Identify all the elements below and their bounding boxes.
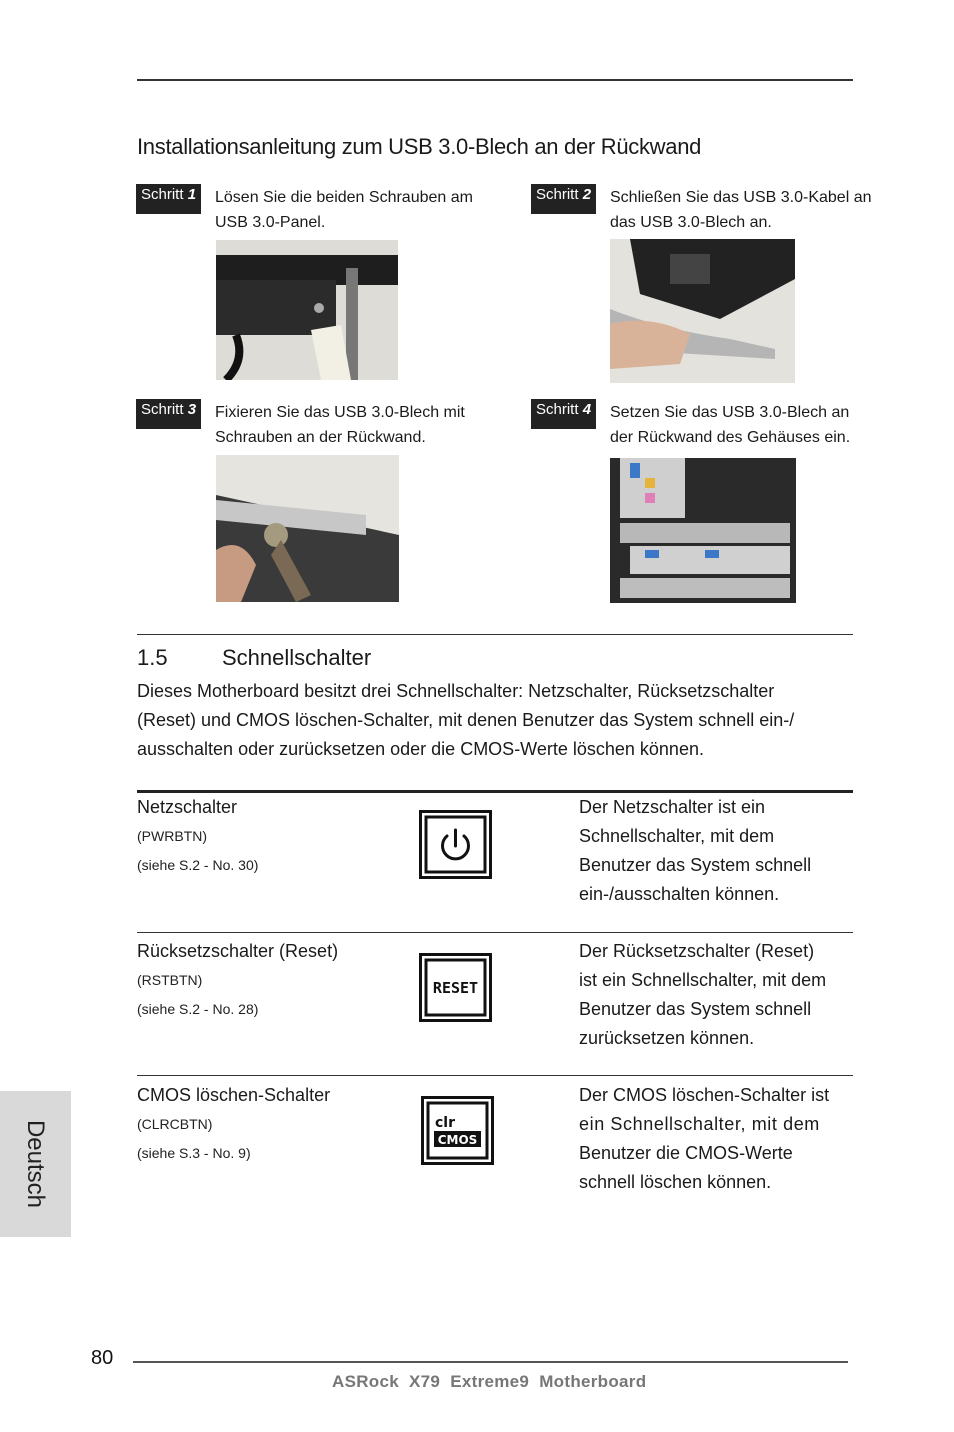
switch-name: Rücksetzschalter (Reset) (137, 941, 339, 961)
footer-product: ASRock X79 Extreme9 Motherboard (332, 1372, 647, 1391)
switch-code: (RSTBTN) (137, 972, 203, 988)
clear-cmos-label-top: clr (435, 1115, 456, 1131)
desc-line: Benutzer das System schnell (579, 999, 812, 1019)
step-4-photo (610, 458, 796, 603)
step-text-3 (215, 400, 465, 450)
step-badge-label: Schritt (141, 401, 184, 418)
row-divider (137, 932, 853, 933)
intro-line: ausschalten oder zurücksetzen oder die CMOS-Werte löschen können. (137, 739, 704, 759)
step-number: 4 (582, 401, 592, 418)
language-side-tab (0, 1091, 71, 1237)
desc-line: ist ein Schnellschalter, mit dem (579, 970, 827, 990)
install-title: Installationsanleitung zum USB 3.0-Blech an der Rückwand (137, 134, 702, 159)
step-1-photo (216, 240, 398, 380)
intro-line: (Reset) und CMOS löschen-Schalter, mit denen Benutzer das System schnell ein-/ (137, 710, 795, 730)
step-line: Fixieren Sie das USB 3.0-Blech mit (215, 404, 465, 421)
row-divider (137, 1075, 853, 1076)
desc-line: Der Rücksetzschalter (Reset) (579, 941, 815, 961)
desc-line: Benutzer die CMOS-Werte (579, 1143, 793, 1163)
step-2-photo (610, 239, 795, 383)
desc-line: Benutzer das System schnell (579, 855, 812, 875)
clear-cmos-label-bottom: CMOS (437, 1133, 478, 1147)
step-badge-4 (531, 399, 596, 429)
step-line: Schließen Sie das USB 3.0-Kabel an (610, 189, 872, 206)
reset-icon-label: RESET (432, 979, 479, 997)
switch-ref: (siehe S.3 - No. 9) (137, 1145, 251, 1161)
section-title: Schnellschalter (222, 645, 372, 670)
step-badge-label: Schritt (536, 186, 579, 203)
step-number: 3 (187, 401, 197, 418)
step-3-photo (216, 455, 399, 602)
step-number: 1 (187, 186, 197, 203)
page-number: 80 (91, 1347, 114, 1369)
step-text-1 (215, 185, 473, 235)
switch-description (579, 1081, 829, 1197)
switch-ref: (siehe S.2 - No. 28) (137, 1001, 259, 1017)
reset-icon (419, 953, 492, 1022)
desc-line: zurücksetzen können. (579, 1028, 755, 1048)
step-badge-label: Schritt (141, 186, 184, 203)
step-badge-label: Schritt (536, 401, 579, 418)
switch-ref: (siehe S.2 - No. 30) (137, 857, 259, 873)
step-line: der Rückwand des Gehäuses ein. (610, 429, 851, 446)
step-line: das USB 3.0-Blech an. (610, 214, 772, 231)
desc-line: ein-/ausschalten können. (579, 884, 780, 904)
section-rule (137, 634, 853, 635)
step-badge-1 (136, 184, 201, 214)
section-number: 1.5 (137, 645, 168, 670)
intro-line: Dieses Motherboard besitzt drei Schnellschalter: Netzschalter, Rücksetzschalter (137, 681, 775, 701)
intro-paragraph (137, 677, 794, 764)
desc-line: Der Netzschalter ist ein (579, 797, 766, 817)
switch-name: CMOS löschen-Schalter (137, 1085, 331, 1105)
step-badge-2 (531, 184, 596, 214)
top-rule (137, 79, 853, 81)
step-number: 2 (582, 186, 592, 203)
footer-rule (133, 1361, 848, 1363)
desc-line: ein Schnellschalter, mit dem (579, 1114, 820, 1134)
language-tab-label: Deutsch (22, 1119, 49, 1209)
switch-name: Netzschalter (137, 797, 238, 817)
step-line: Lösen Sie die beiden Schrauben am (215, 189, 473, 206)
switch-code: (CLRCBTN) (137, 1116, 213, 1132)
switch-code: (PWRBTN) (137, 828, 207, 844)
desc-line: Der CMOS löschen-Schalter ist (579, 1085, 830, 1105)
switch-description (579, 937, 826, 1053)
step-line: USB 3.0-Panel. (215, 214, 326, 231)
desc-line: schnell löschen können. (579, 1172, 772, 1192)
step-line: Setzen Sie das USB 3.0-Blech an (610, 404, 850, 421)
step-text-2 (610, 185, 871, 235)
step-line: Schrauben an der Rückwand. (215, 429, 426, 446)
step-text-4 (610, 400, 850, 450)
desc-line: Schnellschalter, mit dem (579, 826, 775, 846)
switch-description (579, 793, 811, 909)
step-badge-3 (136, 399, 201, 429)
power-icon (419, 810, 492, 879)
clear-cmos-icon (421, 1096, 494, 1165)
